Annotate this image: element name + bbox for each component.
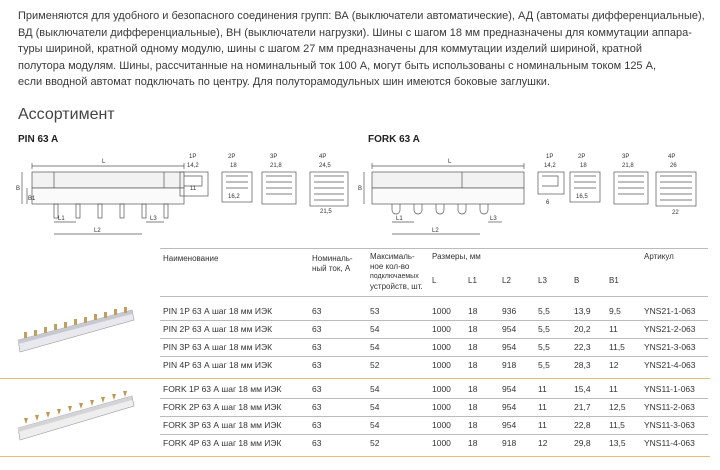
cell-B1: 11,5 xyxy=(609,420,625,430)
dim-11: 11 xyxy=(190,186,197,192)
cell-L: 1000 xyxy=(432,324,451,334)
cell-L: 1000 xyxy=(432,384,451,394)
dim-24-5: 24,5 xyxy=(319,163,331,169)
col-L: L xyxy=(432,276,437,285)
cell-max: 54 xyxy=(370,342,380,352)
intro-text xyxy=(18,8,708,91)
cell-B: 13,9 xyxy=(574,306,591,316)
table-row xyxy=(0,338,720,356)
cell-B1: 11 xyxy=(609,324,618,334)
cell-name: PIN 1P 63 А шаг 18 мм ИЭК xyxy=(163,306,273,316)
cell-nominal: 63 xyxy=(312,324,322,334)
dim-B1: B1 xyxy=(28,196,36,202)
cell-name: FORK 4P 63 А шаг 18 мм ИЭК xyxy=(163,438,282,448)
col-max-2: ное кол-во xyxy=(370,262,410,271)
cell-nominal: 63 xyxy=(312,438,322,448)
cell-max: 54 xyxy=(370,420,380,430)
cell-B: 15,4 xyxy=(574,384,591,394)
dim-21-8: 21,8 xyxy=(270,163,282,169)
cell-article: YNS21-2-063 xyxy=(644,324,696,334)
cell-article: YNS11-1-063 xyxy=(644,384,695,394)
divider xyxy=(160,248,708,249)
col-L3: L3 xyxy=(538,276,547,285)
cell-B: 22,3 xyxy=(574,342,591,352)
dim-L1: L1 xyxy=(58,216,65,222)
cell-name: FORK 2P 63 А шаг 18 мм ИЭК xyxy=(163,402,282,412)
cell-B: 21,7 xyxy=(574,402,591,412)
cell-B1: 9,5 xyxy=(609,306,621,316)
cell-name: PIN 3P 63 А шаг 18 мм ИЭК xyxy=(163,342,273,352)
cell-L: 1000 xyxy=(432,306,451,316)
cell-L: 1000 xyxy=(432,438,451,448)
cell-L2: 954 xyxy=(502,420,517,430)
cell-max: 54 xyxy=(370,324,380,334)
cell-L2: 954 xyxy=(502,402,517,412)
table-row xyxy=(0,380,720,398)
cell-max: 52 xyxy=(370,360,380,370)
col-name: Наименование xyxy=(163,254,219,263)
intro-line: Применяются для удобного и безопасного соединения групп: ВА (выключатели автоматические), АД (автоматы дифференциальные), xyxy=(18,10,705,22)
col-nominal-1: Номиналь- xyxy=(312,254,353,263)
cell-nominal: 63 xyxy=(312,306,322,316)
cell-L1: 18 xyxy=(468,384,478,394)
cell-L2: 918 xyxy=(502,360,517,370)
cell-L1: 18 xyxy=(468,342,478,352)
cell-nominal: 63 xyxy=(312,402,322,412)
cell-L3: 5,5 xyxy=(538,324,550,334)
col-max-4: устройств, шт. xyxy=(370,282,423,291)
cell-L3: 11 xyxy=(538,384,547,394)
cell-L3: 5,5 xyxy=(538,306,550,316)
cell-L2: 954 xyxy=(502,384,517,394)
col-max-3: подключаемых xyxy=(370,273,419,280)
cell-L2: 936 xyxy=(502,306,517,316)
pin-diagram xyxy=(14,150,354,240)
intro-line: полутора модулям. Шины, рассчитанные на номинальный ток 100 А, могут быть использованы с номинальным током 125 А, xyxy=(18,59,656,72)
cell-nominal: 63 xyxy=(312,420,322,430)
intro-line: туры шириной, кратной одному модулю, шины с шагом 27 мм предназначены для коммутации изделий шириной, кратной xyxy=(18,43,643,55)
cell-nominal: 63 xyxy=(312,360,322,370)
cell-L1: 18 xyxy=(468,402,478,412)
fork-dim-1p: 1P xyxy=(546,154,554,160)
cell-nominal: 63 xyxy=(312,384,322,394)
dim-L: L xyxy=(102,159,106,165)
intro-line: если вводной автомат подключать по центру. Для полуторамодульных шин имеются боковые заглушки. xyxy=(18,76,551,88)
cell-max: 54 xyxy=(370,384,380,394)
cell-B: 29,8 xyxy=(574,438,591,448)
cell-L2: 918 xyxy=(502,438,517,448)
bottom-divider xyxy=(0,456,710,457)
cell-article: YNS11-2-063 xyxy=(644,402,695,412)
fork-title: FORK 63 A xyxy=(368,134,420,145)
cell-article: YNS21-1-063 xyxy=(644,306,696,316)
fork-dim-L3: L3 xyxy=(490,216,497,222)
dim-4p: 4P xyxy=(319,154,327,160)
fork-dim-21-8: 21,8 xyxy=(622,163,634,169)
cell-L: 1000 xyxy=(432,402,451,412)
intro-line: ВД (выключатели дифференциальные), ВН (выключатели нагрузки). Шины с шагом 18 мм предназначены для коммутации аппара- xyxy=(18,26,692,39)
cell-B1: 12,5 xyxy=(609,402,626,412)
fork-dim-L1: L1 xyxy=(396,216,403,222)
fork-dim-14-2: 14,2 xyxy=(544,163,556,169)
cell-L: 1000 xyxy=(432,342,451,352)
cell-L1: 18 xyxy=(468,438,478,448)
cell-L: 1000 xyxy=(432,360,451,370)
table-row xyxy=(0,416,720,434)
cell-L1: 18 xyxy=(468,360,478,370)
dim-L3: L3 xyxy=(150,216,157,222)
cell-L: 1000 xyxy=(432,420,451,430)
col-sizes: Размеры, мм xyxy=(432,252,481,261)
dim-B: B xyxy=(16,186,21,192)
dim-16-2: 16,2 xyxy=(228,194,240,200)
cell-B1: 12 xyxy=(609,360,619,370)
section-title: Ассортимент xyxy=(18,106,115,123)
col-L1: L1 xyxy=(468,276,477,285)
fork-dim-6: 6 xyxy=(546,200,550,206)
col-article: Артикул xyxy=(644,252,674,261)
fork-dim-3p: 3P xyxy=(622,154,630,160)
fork-dim-L2: L2 xyxy=(432,228,439,234)
fork-dim-16-5: 16,5 xyxy=(576,194,588,200)
cell-L1: 18 xyxy=(468,420,478,430)
col-L2: L2 xyxy=(502,276,511,285)
fork-dim-B: B xyxy=(358,186,363,192)
cell-article: YNS11-4-063 xyxy=(644,438,695,448)
dim-1p: 1P xyxy=(189,154,197,160)
cell-L3: 5,5 xyxy=(538,360,550,370)
cell-L2: 954 xyxy=(502,324,517,334)
dim-18: 18 xyxy=(230,163,237,169)
cell-L1: 18 xyxy=(468,306,478,316)
pin-title: PIN 63 A xyxy=(18,134,59,145)
table-row xyxy=(0,398,720,416)
cell-article: YNS21-3-063 xyxy=(644,342,696,352)
group-divider xyxy=(0,378,710,379)
cell-B: 22,8 xyxy=(574,420,591,430)
dim-3p: 3P xyxy=(270,154,278,160)
cell-max: 53 xyxy=(370,306,380,316)
fork-dim-L: L xyxy=(448,159,452,165)
dim-L2: L2 xyxy=(94,228,101,234)
fork-dim-2p: 2P xyxy=(578,154,586,160)
cell-B1: 11 xyxy=(609,384,618,394)
cell-max: 54 xyxy=(370,402,380,412)
fork-dim-22: 22 xyxy=(672,210,679,216)
table-row xyxy=(0,302,720,320)
fork-dim-26: 26 xyxy=(670,163,677,169)
cell-L3: 5,5 xyxy=(538,342,550,352)
cell-nominal: 63 xyxy=(312,342,322,352)
dim-21-5: 21,5 xyxy=(320,209,332,215)
cell-L2: 954 xyxy=(502,342,517,352)
cell-article: YNS21-4-063 xyxy=(644,360,696,370)
cell-max: 52 xyxy=(370,438,380,448)
table-row xyxy=(0,320,720,338)
dim-14-2: 14,2 xyxy=(187,163,199,169)
fork-dim-4p: 4P xyxy=(668,154,676,160)
cell-B1: 11,5 xyxy=(609,342,625,352)
divider xyxy=(160,296,708,297)
cell-B1: 13,5 xyxy=(609,438,626,448)
dim-2p: 2P xyxy=(228,154,236,160)
col-B: B xyxy=(574,276,580,285)
cell-B: 28,3 xyxy=(574,360,591,370)
cell-B: 20,2 xyxy=(574,324,591,334)
col-B1: B1 xyxy=(609,276,619,285)
cell-article: YNS11-3-063 xyxy=(644,420,695,430)
col-max-1: Максималь- xyxy=(370,252,415,261)
cell-L3: 11 xyxy=(538,402,547,412)
fork-diagram xyxy=(358,150,702,240)
cell-name: FORK 3P 63 А шаг 18 мм ИЭК xyxy=(163,420,282,430)
table-row xyxy=(0,434,720,452)
col-nominal-2: ный ток, А xyxy=(312,264,351,273)
cell-name: FORK 1P 63 А шаг 18 мм ИЭК xyxy=(163,384,282,394)
cell-name: PIN 2P 63 А шаг 18 мм ИЭК xyxy=(163,324,273,334)
fork-dim-18: 18 xyxy=(580,163,587,169)
cell-L3: 11 xyxy=(538,420,547,430)
cell-L3: 12 xyxy=(538,438,548,448)
cell-name: PIN 4P 63 А шаг 18 мм ИЭК xyxy=(163,360,273,370)
table-row xyxy=(0,356,720,374)
cell-L1: 18 xyxy=(468,324,478,334)
